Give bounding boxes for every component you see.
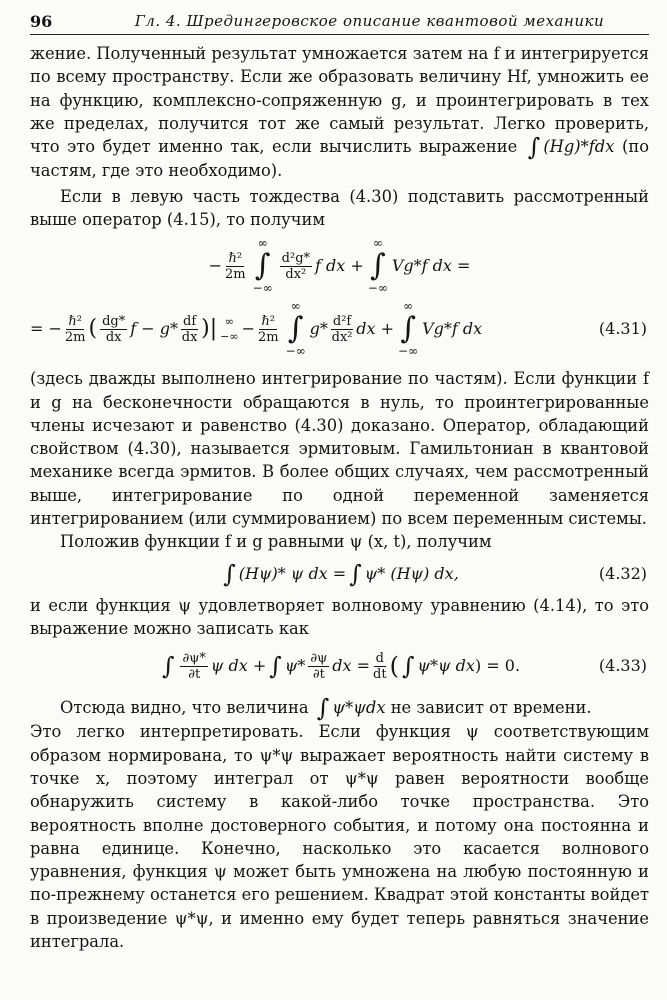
fraction: $\frac{df}{dx}$ — [181, 313, 198, 345]
equation-number: (4.31) — [598, 319, 647, 339]
paragraph-3: (здесь дважды выполнено интегрирование по частям). Если функции f и g на бесконечности обращаются в нуль, то проинтегрированные члены исчезают и равенство (4.30) доказано. Оператор, обладающий свойством (4.30), называется эрмитовым. Гамильтониан в квантовой механике всегда эрмитов. В более общих случаях, чем рассмотренный выше, интегрирование по одной переменной заменяется интегрированием (или суммированием) по всем переменным системы. — [30, 369, 649, 528]
paragraph-4: Положив функции f и g равными ψ (x, t), получим — [60, 532, 492, 552]
fraction: $\frac{\text{d²f}}{\text{dx²}}$ — [331, 313, 353, 345]
equation-number: (4.33) — [598, 656, 647, 676]
page-number: 96 — [30, 11, 53, 31]
equation-number: (4.32) — [598, 563, 647, 583]
fraction: $\frac{dg*}{dx}$ — [102, 313, 126, 345]
inline-expression: (Hg)*fdx — [543, 137, 615, 157]
paragraph-1: жение. Полученный результат умножается затем на f и интегрируется по всему пространству. Если же образовать величину Hf, умножить ее на функцию, комплексно-сопряженную g, и проинтегрировать в тех же пределах, получится тот же самый результат. Легко проверить, что это будет именно так, если вычислить выражение ∫ (Hg)*fdx (по частям, где это необходимо). — [30, 44, 649, 181]
fraction: $\frac{\text{d²g*}}{\text{dx²}}$ — [281, 250, 311, 282]
equation-4-32: ∫ (Hψ)* ψ dx = ∫ ψ* (Hψ) dx, (4.32) — [223, 559, 647, 588]
paragraph-2: Если в левую часть тождества (4.30) подставить рассмотренный выше оператор (4.15), то получим — [30, 186, 649, 229]
inline-expression: ψ*ψdx — [332, 698, 386, 718]
fraction: $\frac{\partial\psi*}{\partial t}$ — [182, 650, 206, 682]
equation-4-31-line-1: − $\frac{\text{ℏ²}}{2m}$ ∞ ∫ −∞ $\frac{\text{d²g*}}{\text{dx²}}$ f dx + ∞ ∫ −∞ Vg*f dx = — [208, 236, 471, 296]
integral-sign: ∫ — [527, 133, 541, 162]
paragraph-7: Это легко интерпретировать. Если функция ψ соответствующим образом нормирована, то ψ*ψ выражает вероятность найти систему в точке x, поэтому интеграл от ψ*ψ равен вероятности вообще обнаружить систему в какой-либо точке пространства. Это вероятность вполне достоверного события, и потому она постоянна и равна единице. Конечно, насколько это касается волнового уравнения, функция ψ может быть умножена на любую постоянную и по-прежнему останется его решением. Квадрат этой константы войдет в произведение ψ*ψ, и именно ему будет теперь равняться значение интеграла. — [30, 722, 649, 951]
paragraph-6: Отсюда видно, что величина ∫ ψ*ψdx не зависит от времени. — [60, 694, 592, 723]
fraction: $\frac{\text{ℏ²}}{2m}$ — [257, 313, 279, 345]
integral: ∞ ∫ −∞ — [367, 236, 388, 296]
page-body — [30, 42, 649, 953]
integral: ∞ ∫ −∞ — [285, 299, 306, 359]
integral: ∞ ∫ −∞ — [252, 236, 273, 296]
fraction: $\frac{\text{ℏ²}}{2m}$ — [224, 250, 246, 282]
running-title: Гл. 4. Шредингеровское описание квантовой механики — [134, 12, 605, 30]
paragraph-5: и если функция ψ удовлетворяет волновому уравнению (4.14), то это выражение можно записать как — [30, 595, 649, 638]
fraction: $\frac{\partial\psi}{\partial t}$ — [310, 650, 328, 682]
fraction: $\frac{d}{dt}$ — [373, 650, 387, 682]
equation-4-31-line-2: = − $\frac{\text{ℏ²}}{2m}$ ( $\frac{dg*}{dx}$ f − g* $\frac{df}{dx}$ ) | ∞ −∞ − $\frac{\text{ℏ²}}{2m}$ ∞ ∫ −∞ g* $\frac{\text{d²f}}{\text{dx²}}$ dx + ∞ ∫ −∞ Vg*f dx (4.31) — [30, 299, 647, 359]
fraction: $\frac{\text{ℏ²}}{2m}$ — [64, 313, 86, 345]
evaluation-limits: ∞ −∞ — [220, 315, 239, 344]
running-header — [30, 8, 649, 35]
integral: ∞ ∫ −∞ — [398, 299, 419, 359]
equation-4-33: ∫ $\frac{\partial\psi*}{\partial t}$ ψ dx + ∫ ψ* $\frac{\partial\psi}{\partial t}$ dx = $\frac{d}{dt}$ ( ∫ ψ*ψ dx ) = 0. (4.33) — [161, 650, 647, 682]
